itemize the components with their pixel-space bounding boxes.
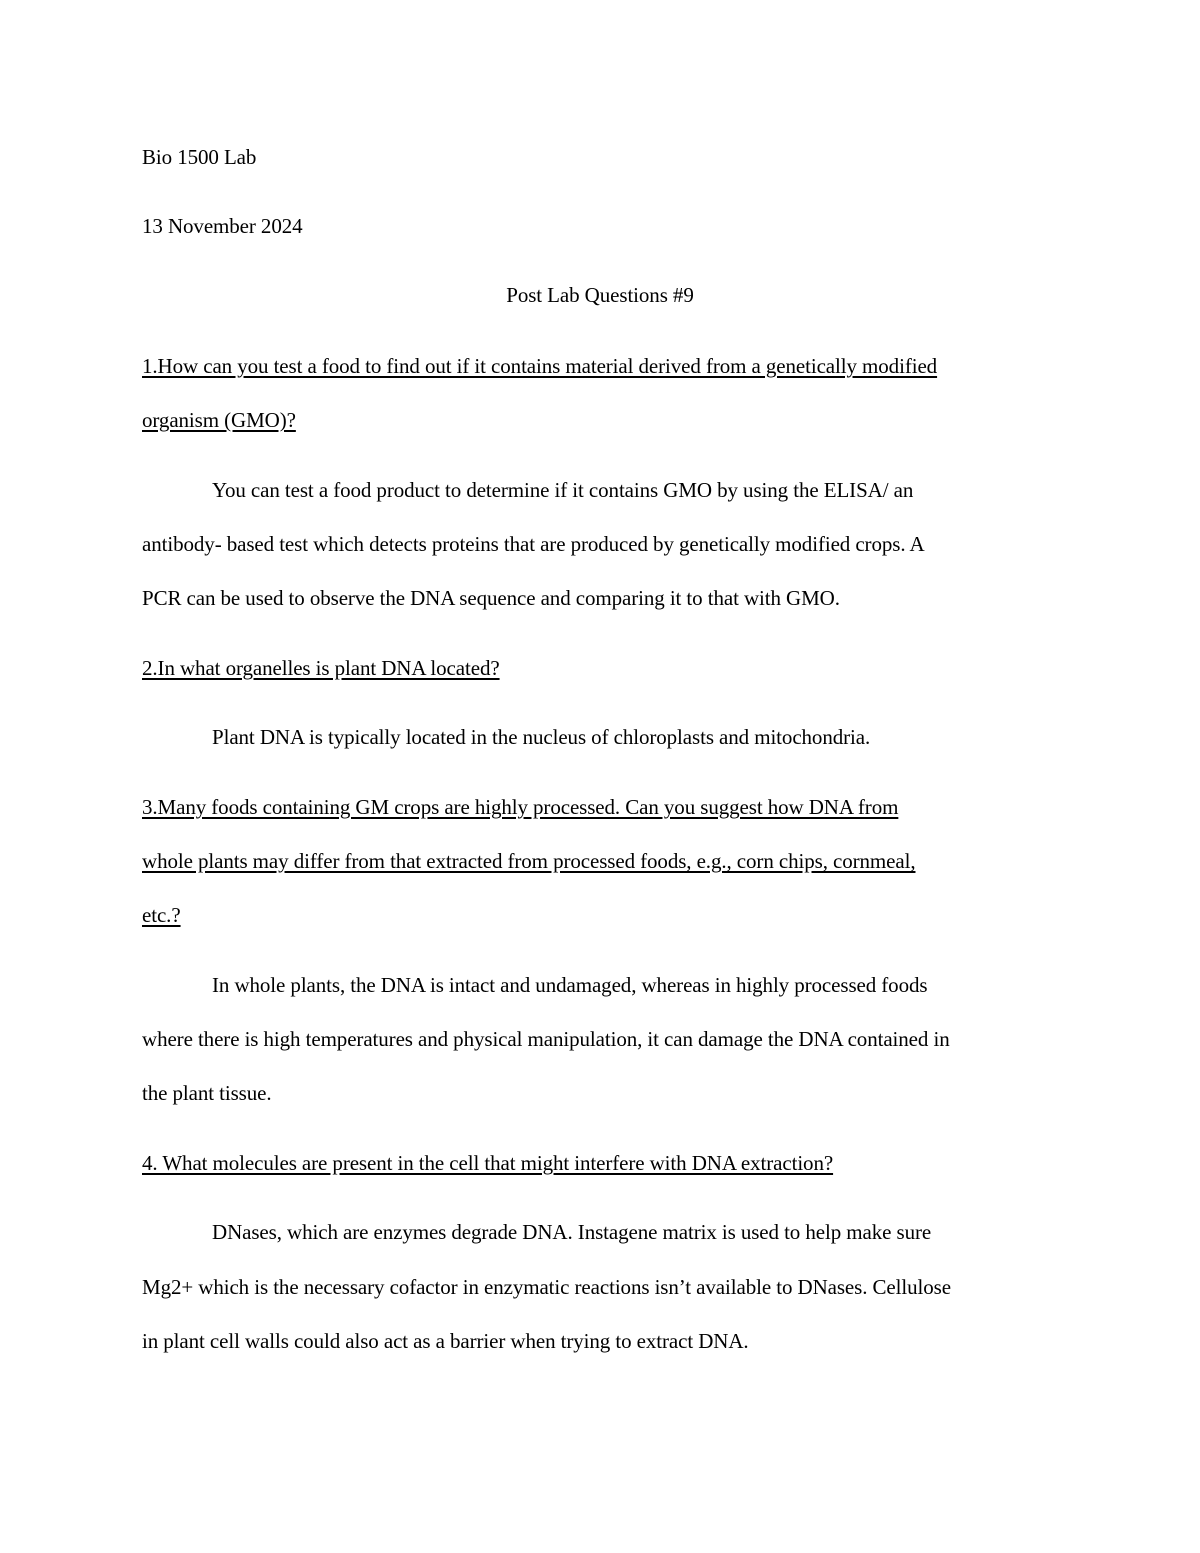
document-title: Post Lab Questions #9 bbox=[506, 283, 694, 307]
answer-3-line-3: the plant tissue. bbox=[142, 1081, 272, 1105]
answer-3-line-2: where there is high temperatures and physical manipulation, it can damage the DNA contained in bbox=[142, 1027, 950, 1051]
course-name: Bio 1500 Lab bbox=[142, 145, 257, 169]
answer-2-line-1: Plant DNA is typically located in the nucleus of chloroplasts and mitochondria. bbox=[212, 725, 871, 749]
question-3-line-3: etc.? bbox=[142, 903, 181, 927]
answer-1-line-3: PCR can be used to observe the DNA sequence and comparing it to that with GMO. bbox=[142, 586, 840, 610]
question-2-line-1: 2.In what organelles is plant DNA located? bbox=[142, 656, 500, 680]
answer-4-line-1: DNases, which are enzymes degrade DNA. Instagene matrix is used to help make sure bbox=[212, 1220, 932, 1244]
document-date: 13 November 2024 bbox=[142, 214, 303, 238]
question-4-line-1: 4. What molecules are present in the cell that might interfere with DNA extraction? bbox=[142, 1151, 834, 1175]
answer-1-line-2: antibody- based test which detects proteins that are produced by genetically modified crops. A bbox=[142, 532, 925, 556]
answer-3-line-1: In whole plants, the DNA is intact and undamaged, whereas in highly processed foods bbox=[212, 973, 928, 997]
answer-1-line-1: You can test a food product to determine if it contains GMO by using the ELISA/ an bbox=[212, 478, 914, 502]
answer-4-line-2: Mg2+ which is the necessary cofactor in enzymatic reactions isn’t available to DNases. Cellulose bbox=[142, 1275, 951, 1299]
question-1-line-2: organism (GMO)? bbox=[142, 408, 296, 432]
question-3-line-2: whole plants may differ from that extracted from processed foods, e.g., corn chips, cornmeal, bbox=[142, 849, 916, 873]
answer-4-line-3: in plant cell walls could also act as a barrier when trying to extract DNA. bbox=[142, 1329, 749, 1353]
question-1-line-1: 1.How can you test a food to find out if it contains material derived from a genetically modified bbox=[142, 354, 938, 378]
question-3-line-1: 3.Many foods containing GM crops are highly processed. Can you suggest how DNA from bbox=[142, 795, 899, 819]
